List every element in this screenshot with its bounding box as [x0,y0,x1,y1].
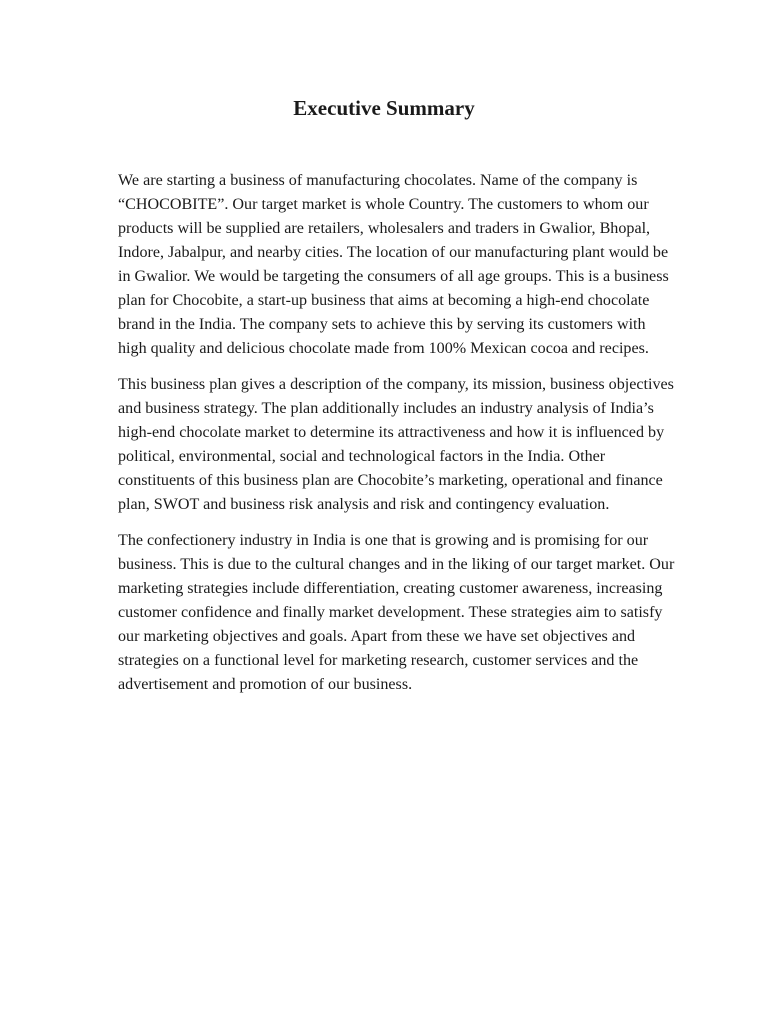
paragraph-1: We are starting a business of manufacturing chocolates. Name of the company is “CHOCOBITE”. Our target market is whole Country. The customers to whom our products will be supplied are retailers, wholesalers and traders in Gwalior, Bhopal, Indore, Jabalpur, and nearby cities. The location of our manufacturing plant would be in Gwalior. We would be targeting the consumers of all age groups. This is a business plan for Chocobite, a start-up business that aims at becoming a high-end chocolate brand in the India. The company sets to achieve this by serving its customers with high quality and delicious chocolate made from 100% Mexican cocoa and recipes. [118,172,669,357]
paragraph-2: This business plan gives a description of the company, its mission, business objectives and business strategy. The plan additionally includes an industry analysis of India’s high-end chocolate market to determine its attractiveness and how it is influenced by political, environmental, social and technological factors in the India. Other constituents of this business plan are Chocobite’s marketing, operational and finance plan, SWOT and business risk analysis and risk and contingency evaluation. [118,376,674,513]
document-body [118,169,678,709]
paragraph-3: The confectionery industry in India is one that is growing and is promising for our business. This is due to the cultural changes and in the liking of our target market. Our marketing strategies include differentiation, creating customer awareness, increasing customer confidence and finally market development. These strategies aim to satisfy our marketing objectives and goals. Apart from these we have set objectives and strategies on a functional level for marketing research, customer services and the advertisement and promotion of our business. [118,532,675,693]
page-title: Executive Summary [293,96,475,120]
